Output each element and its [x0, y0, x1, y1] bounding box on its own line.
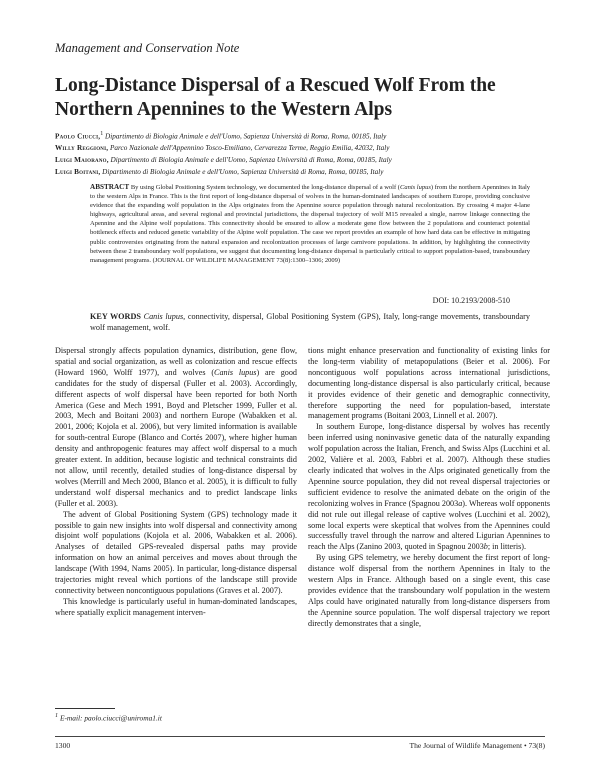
author-line [55, 166, 575, 178]
footnote-mark: 1 [55, 713, 59, 719]
author-name: Willy Reggioni, [55, 144, 109, 153]
author-footnote-mark: 1 [100, 131, 104, 137]
right-column [308, 346, 550, 630]
author-affiliation: Dipartimento di Biologia Animale e dell'Uomo, Sapienza Università di Roma, Roma, 00185, Italy [105, 132, 387, 141]
author-affiliation: Dipartimento di Biologia Animale e dell'Uomo, Sapienza Università di Roma, Roma, 00185, Italy [102, 168, 384, 177]
paragraph: The advent of Global Positioning System (GPS) technology made it possible to gain new insights into wolf dispersal and connectivity among disjoint wolf populations (Kojola et al. 2006, Wabakken et al. 2006). Analyses of detailed GPS-revealed dispersal paths may provide information on how an animal perceives and moves about through the landscape (With 1994, Nams 2005). In particular, long-distance dispersal trajectories might reveal which portions of the landscape still provide connectivity between noncontiguous populations (Graves et al. 2007). [55, 509, 297, 595]
doi: DOI: 10.2193/2008-510 [432, 296, 510, 305]
author-name: Paolo Ciucci, [55, 132, 101, 141]
abstract [90, 183, 530, 265]
author-list [55, 128, 575, 178]
species-name: Canis lupus [214, 367, 257, 377]
keywords-species: Canis lupus, [143, 312, 186, 321]
page-number: 1300 [55, 741, 71, 750]
author-affiliation: Parco Nazionale dell'Appennino Tosco-Emiliano, Cervarezza Terme, Reggio Emilia, 42032, Italy [110, 144, 390, 153]
title-line-2: Northern Apennines to the Western Alps [55, 99, 393, 120]
left-column [55, 346, 297, 619]
journal-name: The Journal of Wildlife Management • 73(8) [409, 741, 545, 750]
keywords-text: connectivity, dispersal, Global Positioning System (GPS), Italy, long-range movements, transboundary wolf management, wolf. [90, 312, 531, 332]
reference-suffix: b [483, 542, 488, 552]
paragraph: This knowledge is particularly useful in human-dominated landscapes, where spatially explicit management interven- [55, 596, 297, 617]
author-affiliation: Dipartimento di Biologia Animale e dell'Uomo, Sapienza Università di Roma, Roma, 00185, Italy [110, 156, 392, 165]
paragraph-text: Dispersal strongly affects population dynamics, distribution, gene flow, spatial and social organization, as well as colonization and rescue effects (Howard 1960, Wolff 1977), and wolves ( [55, 346, 297, 377]
paragraph-text: In southern Europe, long-distance dispersal by wolves has recently been inferred using noninvasive genetic data of the naturally expanding wolf population across the Italian, French, and Swiss Alps (Lucchini et al. 2002, Valière et al. 2003, Fabbri et al. 2007). Although these studies clearly indicated that wolves in the Alps originated genetically from the Apennine source population, they did not reveal dispersal trajectories or sufficient evidence to resolve the animated debate on the origin of the recolonizing wolves in France (Spagnou 2003 [308, 422, 550, 508]
footnote-text: E-mail: paolo.ciucci@uniroma1.it [59, 713, 162, 723]
paragraph [55, 346, 297, 510]
paragraph [308, 422, 550, 553]
footer-divider [55, 736, 545, 737]
keywords-label: KEY WORDS [90, 312, 141, 321]
paragraph: tions might enhance preservation and functionality of existing links for the long-term viability of metapopulations (Beier et al. 2006). For noncontiguous wolf populations across international jurisdictions, documenting long-distance dispersal is also particularly critical, because it provides evidence of their genetic and demographic connectivity, therefore supporting the need for population-based, interstate management programs (Boitani 2003, Linnell et al. 2007). [308, 346, 550, 421]
author-name: Luigi Boitani, [55, 168, 101, 177]
paragraph: By using GPS telemetry, we hereby document the first report of long-distance wolf dispersal from the northern Apennines in Italy to the western Alps in France. Although based on a single event, this case provides evidence that the transboundary wolf population in the western Alps could have originated naturally from long-distance dispersers from the Apennine source population. The wolf dispersal trajectory we report directly demonstrates that a single, [308, 553, 550, 628]
reference-suffix: a [458, 498, 463, 508]
author-name: Luigi Maiorano, [55, 156, 109, 165]
abstract-species: Canis lupus [399, 184, 431, 191]
paragraph-text: ) are good candidates for the study of dispersal (Fuller et al. 2003). Accordingly, different aspects of wolf dispersal have been reported for both North America (Gese and Mech 1991, Boyd and Pletscher 1999, Fuller et al. 2003, Mech and Boitani 2003) and northern Europe (Wabakken et al. 2001, 2006; Kojola et al. 2006), but very limited information is available for south-central Europe (Blanco and Cortés 2007), where higher human density and anthropogenic features may affect wolf dispersal to a much greater extent. In addition, because logistic and technical constraints did not allow, until recently, detailed studies of long-distance dispersal by wolves (Merrill and Mech 2000, Blanco et al. 2005), it is difficult to fully understand wolf dispersal mechanics and to predict landscape links (Fuller et al. 2003). [55, 367, 297, 508]
title-line-1: Long-Distance Dispersal of a Rescued Wolf From the [55, 75, 496, 96]
article-title [55, 74, 555, 122]
author-line [55, 128, 575, 142]
footnote-divider [55, 708, 115, 709]
abstract-text: ) from the northern Apennines in Italy to the western Alps in France. This is the first report of long-distance dispersal of wolves in the human-dominated landscapes of southern Europe, providing conclusive evidence that the expanding wolf population in the Alps originates from the Apennine source population through natural recolonization. By crossing 4 major 4-lane highways, agricultural areas, and several regional and provincial jurisdictions, the dispersal trajectory of wolf M15 revealed a single, narrow linkage connecting the Apennine and the Alpine wolf populations. This connectivity should be ensured to allow a moderate gene flow between the 2 populations and counteract potential bottleneck effects and reduced genetic variability of the Alpine wolf population. The case we report provides an example of how hard data can be effective in mitigating public controversies originating from the natural expansion and recolonization processes of large carnivore populations. In addition, by highlighting the connectivity between these 2 transboundary wolf populations, we suggest that documenting long-distance dispersal is particularly critical to support population-based, transboundary management programs. (JOURNAL OF WILDLIFE MANAGEMENT 73(8):1300–1306; 2009) [90, 184, 531, 264]
keywords [90, 311, 530, 333]
abstract-text: By using Global Positioning System technology, we documented the long-distance dispersal of a wolf ( [130, 184, 400, 191]
abstract-label: ABSTRACT [90, 183, 130, 191]
author-line [55, 142, 575, 154]
paragraph-text: ; in litteris). [487, 542, 526, 552]
section-label: Management and Conservation Note [55, 41, 240, 55]
footnote [55, 713, 162, 722]
paragraph-text: ). Whereas wolf opponents did not rule out illegal release of captive wolves (Lucchini et al. 2002), some local experts were skeptical that wolves from the Apennines could successfully travel through the narrow and altered Ligurian Apennines to reach the Alps (Zanino 2003, quoted in Spagnou 2003 [308, 498, 550, 552]
author-line [55, 154, 575, 166]
